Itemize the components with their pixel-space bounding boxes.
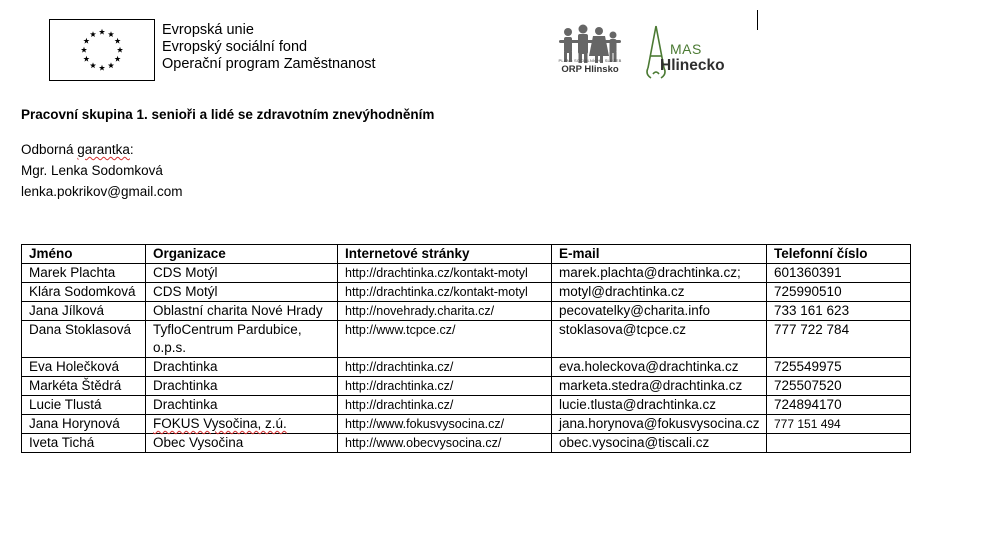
cell-email: jana.horynova@fokusvysocina.cz [552,415,767,434]
eu-star-icon [90,62,96,68]
cell-website: http://novehrady.charita.cz/ [338,302,552,321]
cell-website: http://drachtinka.cz/kontakt-motyl [338,264,552,283]
cell-email: motyl@drachtinka.cz [552,283,767,302]
table-row [22,377,911,396]
cell-name: Jana Jílková [22,302,146,321]
table-row [22,302,911,321]
orp-caption-small: PLÁN • SOCIÁLNÍCH • SLUŽEB [558,58,622,63]
table-row [22,321,911,358]
cell-organization: Obec Vysočina [146,434,338,453]
cell-organization: CDS Motýl [146,283,338,302]
header-name: Jméno [22,245,146,264]
eu-star-icon [117,47,123,53]
eu-star-icon [108,62,114,68]
cell-organization: Oblastní charita Nové Hrady [146,302,338,321]
guarantor-label-suffix: : [129,142,134,157]
cell-phone: 724894170 [767,396,911,415]
eu-line-2: Evropský sociální fond [162,39,308,55]
cell-phone [767,434,911,453]
eu-star-icon [83,56,89,62]
cell-website: http://drachtinka.cz/kontakt-motyl [338,283,552,302]
cell-name: Iveta Tichá [22,434,146,453]
cell-email: obec.vysocina@tiscali.cz [552,434,767,453]
cell-phone: 777 151 494 [767,415,911,434]
cell-organization: Drachtinka [146,396,338,415]
eu-star-icon [99,65,105,71]
cell-email: marek.plachta@drachtinka.cz; [552,264,767,283]
table-row [22,283,911,302]
guarantor-name: Mgr. Lenka Sodomková [21,163,163,178]
cell-website: http://www.tcpce.cz/ [338,321,552,358]
eu-star-icon [99,29,105,35]
working-group-heading: Pracovní skupina 1. senioři a lidé se zdravotním znevýhodněním [21,107,435,122]
guarantor-label-word: garantka [77,142,130,157]
table-row [22,358,911,377]
cell-name: Eva Holečková [22,358,146,377]
cell-organization [146,415,338,434]
eu-line-3: Operační program Zaměstnanost [162,56,376,72]
cell-email: lucie.tlusta@drachtinka.cz [552,396,767,415]
cell-name: Markéta Štědrá [22,377,146,396]
eu-star-icon [115,38,121,44]
header-email: E-mail [552,245,767,264]
cell-website: http://www.obecvysocina.cz/ [338,434,552,453]
cell-website: http://www.fokusvysocina.cz/ [338,415,552,434]
eu-star-icon [115,56,121,62]
cell-phone: 725549975 [767,358,911,377]
cell-organization: Drachtinka [146,377,338,396]
cell-phone: 725507520 [767,377,911,396]
orp-caption-name: ORP Hlinsko [561,64,619,75]
header-website: Internetové stránky [338,245,552,264]
cell-website: http://drachtinka.cz/ [338,358,552,377]
cell-phone: 733 161 623 [767,302,911,321]
cell-name: Dana Stoklasová [22,321,146,358]
text-cursor [757,10,758,30]
cell-phone: 777 722 784 [767,321,911,358]
table-header-row [22,245,911,264]
cell-name: Klára Sodomková [22,283,146,302]
cell-website: http://drachtinka.cz/ [338,377,552,396]
cell-name: Jana Horynová [22,415,146,434]
eu-star-icon [108,31,114,37]
guarantor-label-prefix: Odborná [21,142,78,157]
eu-program-text [162,22,376,73]
table-row [22,396,911,415]
table-row [22,415,911,434]
cell-website: http://drachtinka.cz/ [338,396,552,415]
cell-email: eva.holeckova@drachtinka.cz [552,358,767,377]
cell-organization-text: FOKUS Vysočina, z.ú. [153,416,287,431]
cell-phone: 725990510 [767,283,911,302]
eu-star-icon [81,47,87,53]
cell-email: pecovatelky@charita.info [552,302,767,321]
eu-flag-logo [49,19,155,81]
table-row [22,264,911,283]
cell-organization: Drachtinka [146,358,338,377]
guarantor-contact [21,139,183,202]
header-organization: Organizace [146,245,338,264]
eu-star-icon [90,31,96,37]
mas-logo-bottom-text: Hlinecko [660,57,725,74]
eu-line-1: Evropská unie [162,22,254,38]
cell-organization: CDS Motýl [146,264,338,283]
mas-logo-top-text: MAS [670,41,702,57]
header-phone: Telefonní číslo [767,245,911,264]
cell-email: stoklasova@tcpce.cz [552,321,767,358]
orp-caption [557,58,623,75]
members-table [21,244,911,453]
table-row [22,434,911,453]
cell-name: Marek Plachta [22,264,146,283]
guarantor-email: lenka.pokrikov@gmail.com [21,184,183,199]
eu-star-icon [83,38,89,44]
cell-email: marketa.stedra@drachtinka.cz [552,377,767,396]
cell-phone: 601360391 [767,264,911,283]
cell-name: Lucie Tlustá [22,396,146,415]
cell-organization: TyfloCentrum Pardubice, o.p.s. [146,321,338,358]
guarantor-label [21,139,183,160]
